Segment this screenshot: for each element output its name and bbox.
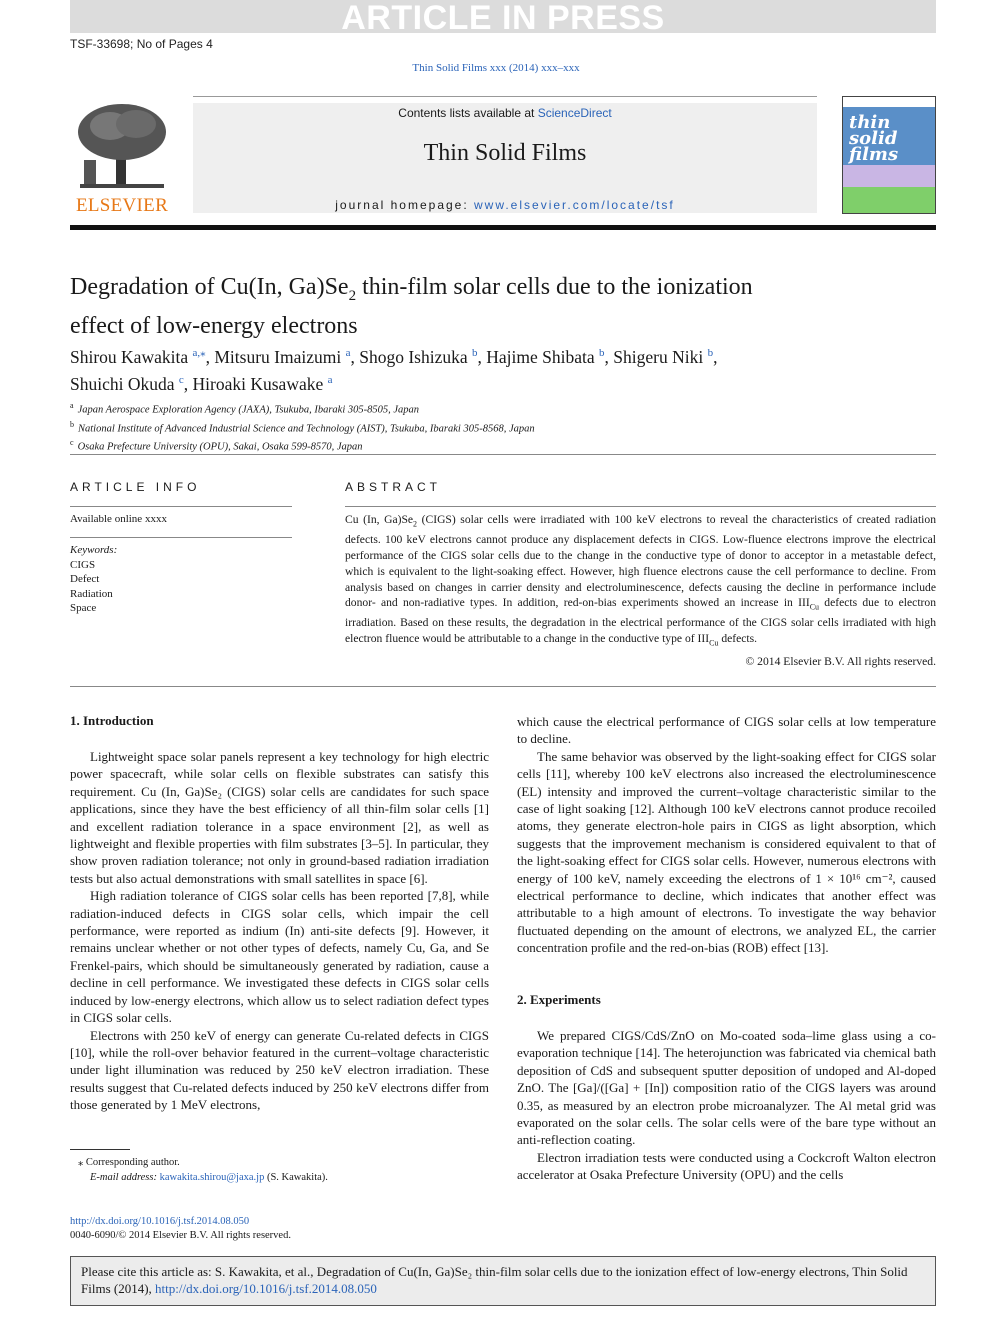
paragraph: Electrons with 250 keV of energy can generate Cu-related defects in CIGS [10], while the roll-over behavior featured in the current–voltage characteristic under light illumination was reduced by 250 keV electron irradiation. These results suggest that Cu-related defects induced by 250 keV electrons differ from those generated by 1 MeV electrons, — [70, 1027, 489, 1113]
affil-text: Japan Aerospace Exploration Agency (JAXA), Tsukuba, Ibaraki 305-8505, Japan — [77, 404, 420, 416]
author-affil[interactable]: b — [599, 347, 605, 359]
tree-icon — [70, 100, 174, 195]
body-right-column-2 — [517, 1027, 936, 1184]
email-link[interactable]: kawakita.shirou@jaxa.jp — [159, 1172, 265, 1183]
author[interactable]: Shigeru Niki — [613, 346, 704, 367]
journal-cover-thumbnail[interactable] — [842, 96, 936, 214]
article-info-heading: ARTICLE INFO — [70, 480, 201, 494]
keywords — [70, 543, 117, 616]
affil-text: Osaka Prefecture University (OPU), Sakai, Osaka 599-8570, Japan — [77, 441, 363, 453]
header-thick-rule — [70, 225, 936, 230]
journal-title: Thin Solid Films — [423, 140, 587, 166]
cover-band-green — [843, 187, 935, 214]
paragraph: The same behavior was observed by the light-soaking effect for CIGS solar cells [11], whereby 100 keV electrons also increased the electroluminescence (EL) intensity and improved the current–voltage characteristic similar to the case of light soaking [12]. Although 100 keV electrons cannot produce recoiled atoms, they generate electron-hole pairs in CIGS as light absorption, which suggests that the improvement mechanism is considered equivalent to that of the light-soaking effect for CIGS solar cells. However, numerous electrons with energy of 100 keV, namely exceeding the electrons of 1 × 10¹⁶ cm⁻², caused electrical performance to decline, which indicates that another effect was attributable to a high amount of electrons. To investigate the way behavior fluctuated depending on the amount of electrons, we analyzed EL, the carrier concentration profile and the red-on-bias (ROB) effect [13]. — [517, 748, 936, 956]
cover-strip — [843, 97, 935, 107]
body-left-column — [70, 748, 489, 1114]
contents-line — [193, 106, 817, 120]
title-part-b: thin-film solar cells due to the ionization — [356, 274, 753, 300]
section-heading-experiments: 2. Experiments — [517, 992, 601, 1007]
author-list: Shirou Kawakita $^{a,⁎}$, Mitsuru Imaizumi $^a$, Shogo Ishizuka $^b$, Hajime Shibata $^b$, Shigeru Niki $^b$, Shuichi Okuda $^c$, Hiroaki Kusawake $^a$ — [70, 346, 718, 394]
author-affil[interactable]: b — [707, 347, 714, 359]
affil-key: a — [70, 401, 74, 410]
issn-line: 0040-6090/© 2014 Elsevier B.V. All rights reserved. — [70, 1230, 291, 1241]
abstract-sub: Cu — [809, 602, 820, 612]
body-right-column — [517, 713, 936, 957]
abstract-sub: Cu — [709, 638, 719, 648]
citation-box — [70, 1256, 936, 1306]
footnote-rule — [70, 1149, 130, 1150]
divider — [70, 506, 292, 507]
title-line-2: effect of low-energy electrons — [70, 312, 358, 339]
doi-link[interactable]: http://dx.doi.org/10.1016/j.tsf.2014.08.050 — [70, 1216, 250, 1227]
keyword: Space — [70, 602, 97, 614]
affiliation — [70, 399, 535, 418]
abstract-part: defects due to electron irradiation. Based on these results, the degradation in the electrical performance of the CIGS solar cells irradiated with high electron fluence would be attributable to a change in the conductive type of III — [345, 596, 936, 646]
paragraph: We prepared CIGS/CdS/ZnO on Mo-coated soda–lime glass using a co-evaporation technique [14]. The heterojunction was fabricated via chemical bath deposition of CdS and subsequent sputter deposition of undoped and Al-doped ZnO. The [Ga]/([Ga] + [In]) composition ratio of the CIGS layers was around 0.35, as measured by an electron probe microanalyzer. The Al metal grid was evaporated on the solar cells. The solar cells were of the bare type without an anti-reflection coating. — [517, 1028, 936, 1148]
affil-key: b — [70, 419, 74, 429]
available-online: Available online xxxx — [70, 513, 167, 525]
journal-issue-link[interactable]: Thin Solid Films xxx (2014) xxx–xxx — [412, 62, 580, 74]
cover-band-lilac — [843, 165, 935, 187]
keyword: Defect — [70, 573, 100, 585]
divider — [345, 506, 936, 507]
affiliation — [70, 436, 535, 455]
keywords-label: Keywords: — [70, 544, 118, 556]
author[interactable]: Hajime Shibata — [486, 346, 595, 367]
contents-prefix: Contents lists available at — [398, 106, 538, 120]
divider — [70, 686, 936, 687]
elsevier-wordmark: ELSEVIER — [75, 195, 169, 216]
title-subscript: 2 — [348, 287, 357, 304]
abstract-heading: ABSTRACT — [345, 480, 442, 494]
affil-key: c — [70, 438, 74, 447]
author-affil[interactable]: a,⁎ — [192, 347, 206, 359]
header-top-rule — [193, 96, 817, 97]
author[interactable]: Shuichi Okuda — [70, 373, 175, 394]
abstract-part: defects. — [718, 632, 758, 646]
title-part-a: Degradation of Cu(In, Ga)Se — [70, 274, 349, 300]
author-affil[interactable]: a — [327, 373, 333, 386]
author[interactable]: Shirou Kawakita — [70, 346, 189, 367]
cover-title: thin solid films — [849, 112, 899, 165]
author-affil[interactable]: a — [345, 347, 351, 359]
email-label: E-mail address: — [90, 1172, 160, 1183]
homepage-line — [193, 198, 817, 212]
paragraph: Electron irradiation tests were conducted using a Cockcroft Walton electron accelerator at Osaka Prefecture University (OPU) and the cells — [517, 1149, 936, 1183]
homepage-prefix: journal homepage: — [335, 198, 475, 212]
keyword: CIGS — [70, 558, 96, 571]
abstract-text — [345, 512, 936, 651]
author[interactable]: Shogo Ishizuka — [359, 346, 468, 367]
article-in-press-banner: ARTICLE IN PRESS — [70, 0, 936, 33]
abstract-sub: 2 — [413, 519, 418, 529]
section-heading-introduction: 1. Introduction — [70, 713, 154, 728]
divider — [70, 454, 936, 455]
keyword: Radiation — [70, 587, 113, 600]
affiliations — [70, 399, 535, 455]
corresponding-author: ⁎ Corresponding author. — [78, 1157, 180, 1168]
footnote — [70, 1155, 328, 1185]
author-affil[interactable]: c — [178, 373, 184, 386]
affil-text: National Institute of Advanced Industrial Science and Technology (AIST), Tsukuba, Ibaraki 305-8568, Japan — [78, 423, 535, 434]
abstract-part: Cu (In, Ga)Se — [345, 513, 414, 526]
affiliation — [70, 418, 535, 437]
abstract-part: (CIGS) solar cells were irradiated with 100 keV electrons to reveal the characteristics of created radiation defects. 100 keV electrons cannot produce any displacement defects in CIGS. Low-fluence electrons improve the electrical performance of the CIGS solar cells due to the change in the conductive type of donor to acceptor in a metastable defect, which is equivalent to the light-soaking effect. However, high fluence electrons cause the cell performance to decline. From analysis based on changes in carrier density and electroluminescence, defects causing the decline in performance include donor- and non-radiative types. In addition, red-on-bias experiments showed an increase in III — [345, 513, 936, 610]
divider — [70, 537, 292, 538]
doi-block — [70, 1215, 291, 1243]
paragraph: High radiation tolerance of CIGS solar cells has been reported [7,8], while radiation-induced defects in CIGS solar cells, which impair the cell performance, were reported as indium (In) anti-site defects [9]. However, it remains unclear whether or not other types of defects, namely Cu, Ga, and Se Frenkel-pairs, which should be simultaneously generated by radiation, cause a decline in cell performance. We investigated these defects in CIGS solar cells induced by low-energy electrons, which allow us to select radiation defect types in CIGS solar cells. — [70, 888, 489, 1026]
email-line — [70, 1170, 328, 1185]
citation-doi-link[interactable]: http://dx.doi.org/10.1016/j.tsf.2014.08.050 — [155, 1281, 377, 1296]
citation-text: Please cite this article as: S. Kawakita, et al., Degradation of Cu(In, Ga)Se₂ thin-film solar cells due to the ionization effect of low-energy electrons, Thin Solid Films (2014), — [81, 1264, 908, 1296]
author[interactable]: Mitsuru Imaizumi — [214, 346, 342, 367]
author[interactable]: Hiroaki Kusawake — [192, 373, 324, 394]
paragraph: which cause the electrical performance of CIGS solar cells at low temperature to decline. — [517, 714, 936, 747]
author-affil[interactable]: b — [472, 347, 478, 359]
homepage-link[interactable]: www.elsevier.com/locate/tsf — [474, 198, 675, 212]
article-title — [70, 272, 830, 341]
paragraph: Lightweight space solar panels represent a key technology for high electric power spacecraft, while solar cells on flexible substrates can satisfy this requirement. Cu (In, Ga)Se₂ (CIGS) solar cells are candidates for such space applications, since they have the best efficiency of all thin-film solar cells [1] and excellent radiation tolerance in a space environment [2], as well as lightweight and flexible properties with film substrates [3–5]. In particular, they show proven radiation tolerance; not only in ground-based radiation irradiation tests but also actual demonstrations with small satellites in space [6]. — [70, 749, 489, 886]
manuscript-id: TSF-33698; No of Pages 4 — [70, 37, 213, 51]
abstract-copyright: © 2014 Elsevier B.V. All rights reserved. — [745, 655, 936, 668]
email-suffix: (S. Kawakita). — [264, 1172, 328, 1183]
sciencedirect-link[interactable]: ScienceDirect — [537, 106, 612, 120]
